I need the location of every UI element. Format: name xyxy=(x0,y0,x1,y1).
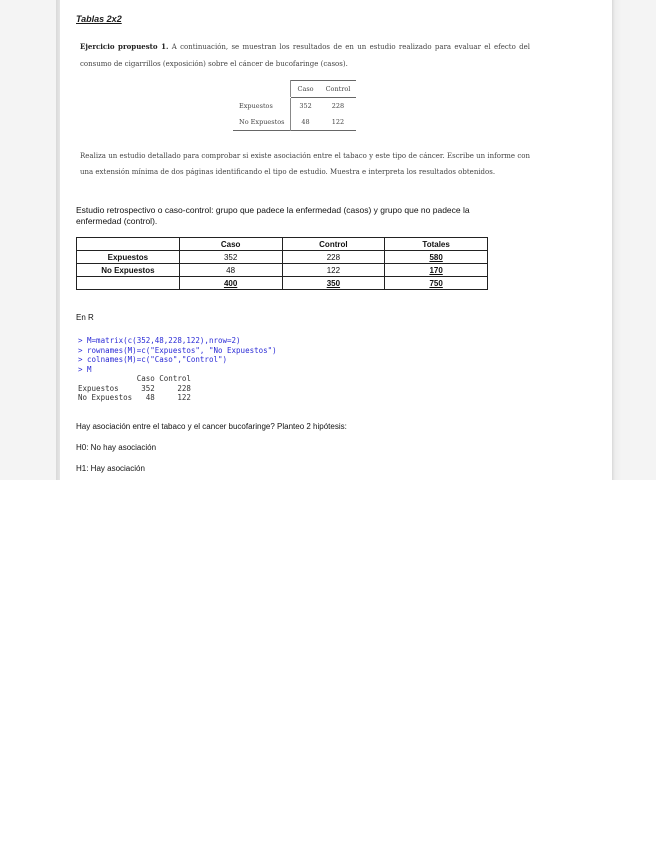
viewer-left-margin xyxy=(0,0,60,480)
exercise-label: Ejercicio propuesto 1. xyxy=(80,42,169,51)
summary-cell: 122 xyxy=(282,264,385,277)
summary-cell: 352 xyxy=(179,251,282,264)
summary-row-label: No Expuestos xyxy=(77,264,180,277)
table-row xyxy=(233,114,356,131)
alternative-hypothesis: H1: Hay asociación xyxy=(76,464,145,473)
r-command-line: > colnames(M)=c("Caso","Control") xyxy=(78,355,228,364)
summary-totals-row xyxy=(77,277,488,290)
summary-row-label: Expuestos xyxy=(77,251,180,264)
table-cell: 122 xyxy=(331,118,345,126)
table-header-cell xyxy=(233,81,291,98)
r-command-line: > M=matrix(c(352,48,228,122),nrow=2) xyxy=(78,336,241,345)
summary-row xyxy=(77,264,488,277)
null-hypothesis: H0: No hay asociación xyxy=(76,443,157,452)
summary-header-cell: Control xyxy=(282,238,385,251)
summary-header-row xyxy=(77,238,488,251)
summary-table xyxy=(76,237,488,290)
summary-header-cell: Caso xyxy=(179,238,282,251)
section-heading: Tablas 2x2 xyxy=(76,14,122,24)
exercise-paragraph xyxy=(80,38,530,73)
table-cell: 48 xyxy=(301,118,310,126)
study-description: Estudio retrospectivo o caso-control: grupo que padece la enfermedad (casos) y grupo que no padece la enfermedad (control). xyxy=(76,205,470,226)
task-paragraph: Realiza un estudio detallado para comprobar si existe asociación entre el tabaco y este tipo de cáncer. Escribe un informe con una extensión mínima de dos páginas identificando el tipo de estudio. Muestra e interpreta los resultados obtenidos. xyxy=(80,152,530,176)
summary-header-cell: Totales xyxy=(385,238,488,251)
hypothesis-question: Hay asociación entre el tabaco y el cancer bucofaringe? Planteo 2 hipótesis: xyxy=(76,422,347,431)
summary-header-cell xyxy=(77,238,180,251)
summary-row-label xyxy=(77,277,180,290)
table-cell: 228 xyxy=(331,102,345,110)
table-cell: Expuestos xyxy=(233,98,291,115)
table-cell: No Expuestos xyxy=(233,114,291,131)
exercise-text: A continuación, se muestran los resultados de en un estudio realizado para evaluar el efecto del consumo de cigarrillos (exposición) sobre el cáncer de bucofaringe (casos). xyxy=(80,43,530,68)
exercise-table xyxy=(233,80,356,131)
table-cell: 352 xyxy=(299,102,312,110)
summary-total-cell: 750 xyxy=(385,277,488,290)
summary-total-cell: 580 xyxy=(385,251,488,264)
r-output-line: Expuestos 352 228 xyxy=(78,383,191,393)
summary-cell: 48 xyxy=(179,264,282,277)
r-heading: En R xyxy=(76,313,94,322)
r-command-line: > rownames(M)=c("Expuestos", "No Expuestos") xyxy=(78,345,277,355)
table-row xyxy=(233,98,356,115)
summary-row xyxy=(77,251,488,264)
r-command-line: > M xyxy=(78,364,92,374)
table-header-cell: Caso xyxy=(291,81,320,98)
summary-total-cell: 400 xyxy=(179,277,282,290)
table-header-cell: Control xyxy=(320,81,357,98)
r-console-block xyxy=(78,336,277,403)
table-header-row xyxy=(233,81,356,98)
summary-total-cell: 350 xyxy=(282,277,385,290)
r-output-line: No Expuestos 48 122 xyxy=(78,393,191,402)
summary-cell: 228 xyxy=(282,251,385,264)
viewer-right-margin xyxy=(612,0,656,480)
r-output-line: Caso Control xyxy=(78,374,191,383)
summary-total-cell: 170 xyxy=(385,264,488,277)
